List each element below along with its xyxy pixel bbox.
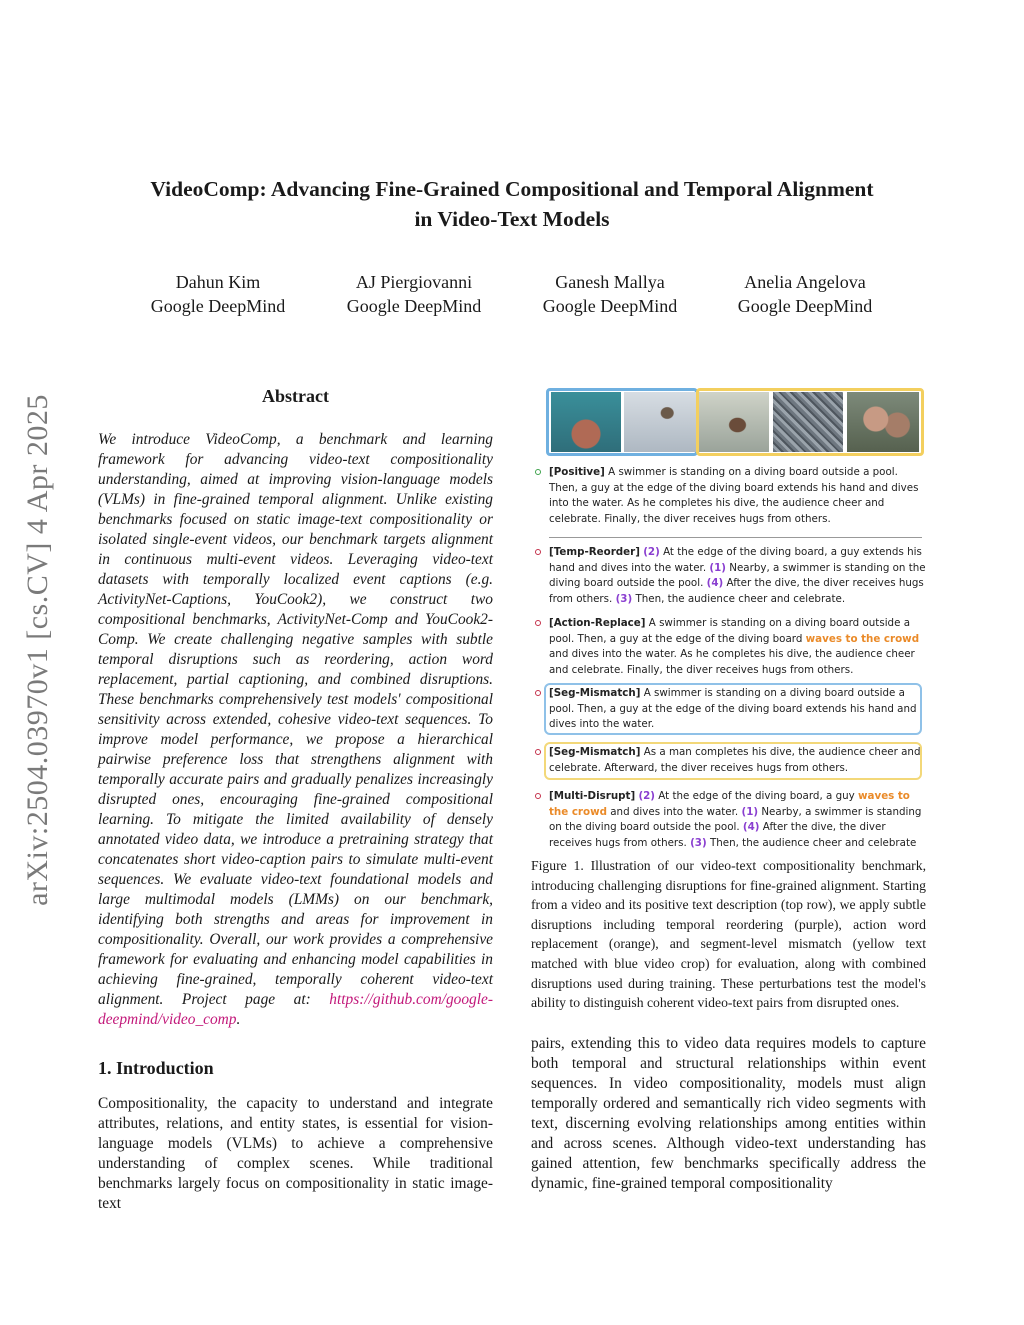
author-affiliation: Google DeepMind: [346, 296, 482, 316]
title-line-1: VideoComp: Advancing Fine-Grained Compositional and Temporal Alignment: [150, 177, 874, 201]
figure-video-frames: [546, 388, 924, 456]
negative-bullet-icon: [535, 549, 541, 555]
right-column-text: pairs, extending this to video data requires models to capture both temporal and structural relationships within event sequences. In video compositionality, models must align temporally ordered and semantically rich video segments with text, discerning evolving relationships among entities within and across scenes. Although video-text understanding has gained attention, few benchmarks specifically address the dynamic, fine-grained temporal compositionality: [531, 1035, 926, 1192]
multi-disrupt-caption: [536, 789, 928, 851]
author-affiliation: Google DeepMind: [150, 296, 286, 316]
order-marker: (1): [709, 561, 726, 574]
frame-diver-jump: [624, 392, 696, 452]
replaced-action: waves to the crowd: [549, 790, 910, 818]
author-3: [520, 270, 700, 318]
segment-text: After the dive, the diver receives hugs from others.: [549, 577, 924, 605]
title-line-2: in Video-Text Models: [414, 207, 610, 231]
frame-audience-crowd: [773, 392, 843, 452]
order-marker: (4): [742, 821, 760, 833]
order-marker: (2): [643, 546, 660, 558]
author-1: [128, 270, 308, 318]
segment-text: A swimmer is standing on a diving board outside a pool. Then, a guy at the edge of the diving board extends his hand and dives into the water.: [549, 687, 917, 730]
segment-text: and dives into the water.: [610, 805, 739, 818]
segment-text: Then, the audience cheer and celebrate: [709, 836, 917, 849]
introduction-heading: 1. Introduction: [98, 1058, 214, 1078]
negative-bullet-icon: [535, 690, 541, 696]
order-marker: (1): [741, 805, 759, 818]
order-marker: (2): [638, 790, 656, 802]
multi-disrupt-tag: [Multi-Disrupt]: [549, 790, 636, 802]
segment-text: At the edge of the diving board, a guy extends his hand and dives into the water.: [549, 546, 922, 574]
frame-swimmer-pool: [551, 392, 621, 452]
temp-reorder-caption: [536, 545, 928, 607]
seg-mismatch-caption-1: [536, 686, 928, 733]
order-marker: (3): [615, 592, 633, 605]
arxiv-identifier-text: arXiv:2504.03970v1 [cs.CV] 4 Apr 2025: [21, 394, 54, 906]
segment-text: After the dive, the diver: [762, 821, 886, 833]
temp-reorder-tag: [Temp-Reorder]: [549, 546, 640, 558]
segment-text: Nearby, a swimmer is standing on the diving board outside the pool.: [549, 805, 922, 833]
author-2: [324, 270, 504, 318]
frame-hugs: [847, 392, 919, 452]
figure-1-caption: Figure 1. Illustration of our video-text compositionality benchmark, introducing challenging disruptions for fine-grained alignment. Starting from a video and its positive text description (top row), we apply subtle disruptions including temporal reordering (purple), action word replacement (orange), and segment-level mismatch (yellow text matched with blue video crop) for evaluation, along with combined disruptions used during training. These perturbations test the model's ability to distinguish coherent video-text pairs from disrupted ones.: [531, 858, 926, 1011]
seg-mismatch-tag: [Seg-Mismatch]: [549, 746, 641, 758]
abstract-text: We introduce VideoComp, a benchmark and learning framework for advancing video-text compositionality understanding, aimed at improving vision-language models (VLMs) in fine-grained temporal alignment. Unlike existing benchmarks focused on static image-text compositionality or isolated single-event videos, our benchmark targets alignment in continuous multi-event videos. Leveraging video-text datasets with temporally localized event captions (e.g. ActivityNet-Captions, YouCook2), we construct two compositional benchmarks, ActivityNet-Comp and YouCook2-Comp. We create challenging negative samples with subtle temporal disruptions such as reordering, action word replacement, partial captioning, and combined disruptions. These benchmarks comprehensively test models' compositional sensitivity across extended, cohesive video-text sequences. To improve model performance, we propose a hierarchical pairwise preference loss that strengthens alignment with temporally accurate pairs and gradually penalizes increasingly disrupted ones, encouraging fine-grained compositional learning. To mitigate the limited availability of densely annotated video data, we introduce a pretraining strategy that concatenates short video-caption pairs to simulate multi-event sequences. We evaluate video-text foundational models and large multimodal models (LMMs) on our benchmark, identifying both strengths and areas for improvement in compositionality. Overall, our work provides a comprehensive framework for evaluating and enhancing model capabilities in achieving fine-grained, temporally coherent video-text alignment. Project page at:: [98, 431, 493, 1008]
frame-diver-midair: [699, 392, 769, 452]
author-name: AJ Piergiovanni: [355, 272, 473, 292]
positive-text: A swimmer is standing on a diving board outside a pool. Then, a guy at the edge of the diving board extends his hand and dives into the water. As he completes his dive, the audience cheer and celebrate. Finally, the diver receives hugs from others.: [549, 466, 919, 525]
positive-bullet-icon: [535, 469, 541, 475]
segment-text: Nearby, a swimmer is standing on the diving board outside the pool.: [549, 561, 926, 589]
action-replace-tag: [Action-Replace]: [549, 617, 646, 629]
project-page-link[interactable]: https://github.com/google-deepmind/video_comp: [98, 991, 493, 1028]
abstract-body: We introduce VideoComp, a benchmark and learning framework for advancing video-text compositionality understanding, aimed at improving vision-language models (VLMs) in fine-grained temporal alignment. Unlike existing benchmarks focused on static image-text compositionality or isolated single-event videos, our benchmark targets alignment in continuous multi-event videos. Leveraging video-text datasets with temporally localized event captions (e.g. ActivityNet-Captions, YouCook2), we construct two compositional benchmarks, ActivityNet-Comp and YouCook2-Comp. We create challenging negative samples with subtle temporal disruptions such as reordering, action word replacement, partial captioning, and combined disruptions. These benchmarks comprehensively test models' compositional sensitivity across extended, cohesive video-text sequences. To improve model performance, we propose a hierarchical pairwise preference loss that strengthens alignment with temporally accurate pairs and gradually penalizes increasingly disrupted ones, encouraging fine-grained compositional learning. To mitigate the limited availability of densely annotated video data, we introduce a pretraining strategy that concatenates short video-caption pairs to simulate multi-event sequences. We evaluate video-text foundational models and large multimodal models (LMMs) on our benchmark, identifying both strengths and areas for improvement in compositionality. Overall, our work provides a comprehensive framework for evaluating and enhancing model capabilities in achieving fine-grained, temporally coherent video-text alignment. Project page at: https://github.com/google-deepmind/video_comp.: [98, 431, 493, 1028]
negative-bullet-icon: [535, 749, 541, 755]
author-affiliation: Google DeepMind: [542, 296, 678, 316]
author-name: Anelia Angelova: [744, 272, 866, 292]
abstract-heading: Abstract: [262, 386, 329, 406]
segment-text: Then, the audience cheer and celebrate.: [635, 592, 846, 605]
paper-title: [90, 174, 934, 234]
negative-bullet-icon: [535, 793, 541, 799]
negative-bullet-icon: [535, 620, 541, 626]
segment-text: At the edge of the diving board, a guy: [658, 790, 855, 802]
segment-text-continuation: receives hugs from others.: [549, 836, 687, 849]
segment-text: As a man completes his dive, the audience cheer and celebrate. Afterward, the diver receives hugs from others.: [549, 746, 921, 774]
introduction-text: Compositionality, the capacity to understand and integrate attributes, relations, and entity states, is essential for vision-language models (VLMs) to achieve a comprehensive understanding of complex scenes. While traditional benchmarks largely focus on compositionality in static image-text: [98, 1095, 493, 1212]
order-marker: (4): [706, 577, 724, 589]
author-name: Ganesh Mallya: [555, 272, 665, 292]
author-name: Dahun Kim: [175, 272, 261, 292]
segment-text: and dives into the water. As he completes his dive, the audience cheer and celebrate. Finally, the diver receives hugs from others.: [549, 648, 915, 676]
replaced-action: waves to the crowd: [805, 632, 920, 645]
action-replace-caption: [536, 616, 928, 678]
seg-mismatch-caption-2: [536, 745, 928, 776]
order-marker: (3): [690, 836, 707, 849]
author-4: [715, 270, 895, 318]
segment-text: A swimmer is standing on a diving board outside a pool. Then, a guy at the edge of the diving board: [549, 617, 911, 645]
figure-divider: [549, 537, 922, 538]
arxiv-identifier: [18, 360, 58, 940]
positive-caption: [536, 465, 928, 527]
seg-mismatch-tag: [Seg-Mismatch]: [549, 687, 641, 699]
positive-tag: [Positive]: [549, 466, 605, 478]
author-affiliation: Google DeepMind: [737, 296, 873, 316]
